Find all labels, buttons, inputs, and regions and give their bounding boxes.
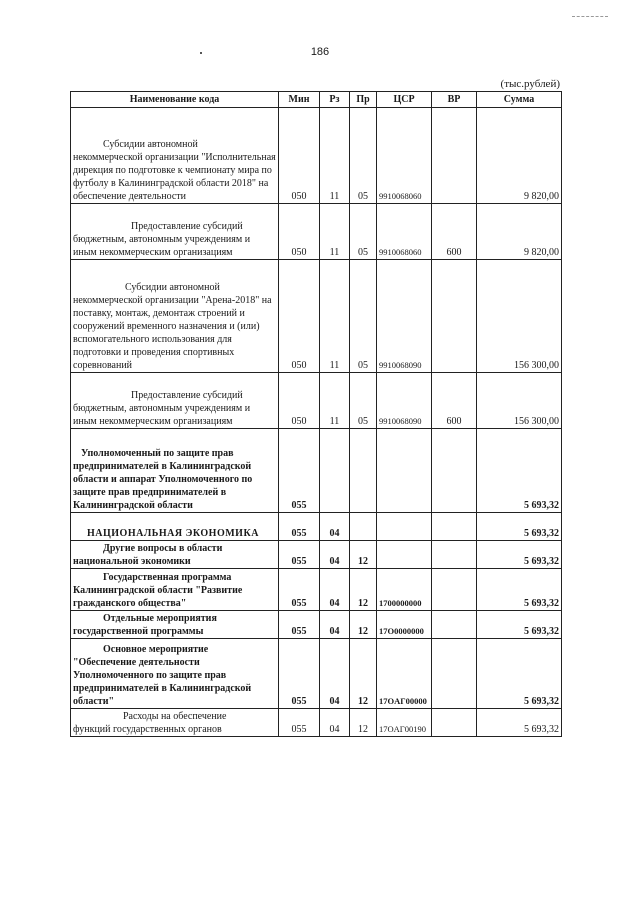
row-sum: 5 693,32 [477, 429, 562, 513]
row-name [71, 108, 279, 204]
row-name-rest: государственной программы [73, 626, 204, 637]
row-csr [377, 541, 432, 569]
row-name-first: Уполномоченный по защите прав [81, 448, 234, 459]
row-vr [432, 513, 477, 541]
row-min: 050 [279, 260, 320, 373]
row-csr: 9910068090 [377, 373, 432, 429]
row-vr [432, 569, 477, 611]
row-vr: 600 [432, 204, 477, 260]
table-row [71, 260, 562, 373]
row-rz: 04 [320, 639, 350, 709]
row-name [71, 204, 279, 260]
row-vr [432, 260, 477, 373]
row-name-first: Государственная программа [103, 572, 232, 583]
row-pr [350, 513, 377, 541]
row-pr [350, 429, 377, 513]
row-vr [432, 108, 477, 204]
row-rz: 04 [320, 569, 350, 611]
row-csr: 17OАГ00190 [377, 709, 432, 737]
row-name-rest: функций государственных органов [73, 724, 222, 735]
row-rz: 11 [320, 204, 350, 260]
row-min: 055 [279, 709, 320, 737]
header-csr: ЦСР [377, 92, 432, 108]
table-row [71, 513, 562, 541]
table-row [71, 373, 562, 429]
row-name-first: Расходы на обеспечение [123, 711, 227, 722]
table-row [71, 569, 562, 611]
row-vr: 600 [432, 373, 477, 429]
header-name: Наименование кода [71, 92, 279, 108]
row-name [71, 611, 279, 639]
units-label: (тыс.рублей) [500, 78, 560, 90]
row-name-rest: некоммерческой организации "Исполнительная дирекция по подготовке к чемпионату мира по футболу в Калининградской области 2018" на обеспечение деятельности [73, 152, 276, 202]
row-pr: 05 [350, 260, 377, 373]
row-name-rest: бюджетным, автономным учреждениям и иным некоммерческим организациям [73, 234, 251, 258]
row-pr: 12 [350, 639, 377, 709]
table-header-row [71, 92, 562, 108]
row-pr: 05 [350, 373, 377, 429]
row-csr [377, 429, 432, 513]
row-name-first: Предоставление субсидий [131, 221, 243, 232]
table-row [71, 429, 562, 513]
row-name [71, 429, 279, 513]
row-min: 055 [279, 639, 320, 709]
table-row [71, 108, 562, 204]
header-rz: Рз [320, 92, 350, 108]
row-name-first: Предоставление субсидий [131, 390, 243, 401]
table-row [71, 709, 562, 737]
row-csr: 9910068060 [377, 204, 432, 260]
row-name [71, 569, 279, 611]
row-csr [377, 513, 432, 541]
row-vr [432, 611, 477, 639]
row-sum: 5 693,32 [477, 513, 562, 541]
row-vr [432, 541, 477, 569]
row-rz: 11 [320, 260, 350, 373]
row-min: 050 [279, 108, 320, 204]
table-row [71, 639, 562, 709]
row-min: 055 [279, 541, 320, 569]
page-number: 186 [310, 46, 330, 58]
row-rz [320, 429, 350, 513]
row-name-first: Отдельные мероприятия [103, 613, 217, 624]
row-sum: 9 820,00 [477, 108, 562, 204]
row-min: 050 [279, 373, 320, 429]
row-name-rest: "Обеспечение деятельности Уполномоченного по защите прав предпринимателей в Калининградской области" [73, 657, 252, 707]
row-name [71, 373, 279, 429]
row-min: 055 [279, 513, 320, 541]
row-vr [432, 429, 477, 513]
table-row [71, 541, 562, 569]
row-vr [432, 709, 477, 737]
row-name-rest: некоммерческой организации "Арена-2018" на поставку, монтаж, демонтаж строений и сооружений временного назначения и (или) вспомогательного использования для подготовки и проведения спортивных соревнований [73, 295, 272, 371]
row-csr: 9910068090 [377, 260, 432, 373]
row-pr: 05 [350, 108, 377, 204]
row-pr: 12 [350, 709, 377, 737]
row-pr: 12 [350, 541, 377, 569]
row-name-rest: бюджетным, автономным учреждениям и иным некоммерческим организациям [73, 403, 251, 427]
row-sum: 156 300,00 [477, 260, 562, 373]
row-min: 055 [279, 569, 320, 611]
row-sum: 5 693,32 [477, 709, 562, 737]
corner-scan-mark [572, 16, 608, 18]
row-sum: 5 693,32 [477, 569, 562, 611]
header-sum: Сумма [477, 92, 562, 108]
row-csr: 9910068060 [377, 108, 432, 204]
row-csr: 17O0000000 [377, 611, 432, 639]
row-name-first: Субсидии автономной [103, 139, 198, 150]
row-rz: 11 [320, 108, 350, 204]
row-name-rest: национальной экономики [73, 556, 191, 567]
row-pr: 12 [350, 611, 377, 639]
header-min: Мин [279, 92, 320, 108]
row-csr: 1700000000 [377, 569, 432, 611]
row-name-rest: предпринимателей в Калининградской области и аппарат Уполномоченного по защите прав предпринимателей в Калининградской области [73, 461, 253, 511]
row-sum: 5 693,32 [477, 639, 562, 709]
row-name [71, 541, 279, 569]
row-pr: 12 [350, 569, 377, 611]
row-min: 055 [279, 429, 320, 513]
row-csr: 17OАГ00000 [377, 639, 432, 709]
row-rz: 04 [320, 513, 350, 541]
row-name [71, 709, 279, 737]
row-sum: 5 693,32 [477, 611, 562, 639]
row-vr [432, 639, 477, 709]
row-name [71, 513, 279, 541]
row-rz: 11 [320, 373, 350, 429]
row-name-rest: Калининградской области "Развитие гражданского общества" [73, 585, 243, 609]
row-name-first: НАЦИОНАЛЬНАЯ ЭКОНОМИКА [87, 528, 259, 539]
row-name-first: Другие вопросы в области [103, 543, 223, 554]
row-min: 055 [279, 611, 320, 639]
row-name-first: Субсидии автономной [125, 282, 220, 293]
row-name-first: Основное мероприятие [103, 644, 209, 655]
header-vr: ВР [432, 92, 477, 108]
row-name [71, 260, 279, 373]
budget-table [70, 91, 562, 737]
table-row [71, 611, 562, 639]
row-pr: 05 [350, 204, 377, 260]
row-sum: 156 300,00 [477, 373, 562, 429]
row-rz: 04 [320, 541, 350, 569]
row-sum: 5 693,32 [477, 541, 562, 569]
table-row [71, 204, 562, 260]
row-min: 050 [279, 204, 320, 260]
row-rz: 04 [320, 611, 350, 639]
header-pr: Пр [350, 92, 377, 108]
row-sum: 9 820,00 [477, 204, 562, 260]
row-rz: 04 [320, 709, 350, 737]
row-name [71, 639, 279, 709]
